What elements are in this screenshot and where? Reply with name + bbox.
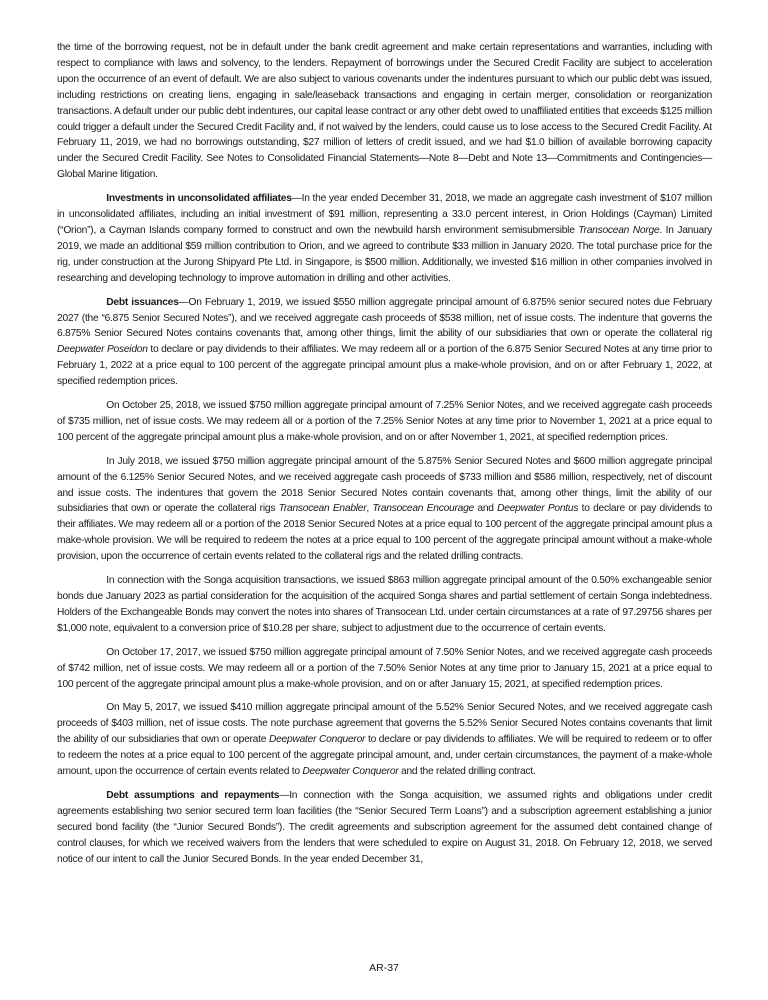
paragraph-senior-notes-7-25	[57, 398, 712, 446]
paragraph-heading: Investments in unconsolidated affiliates	[106, 193, 292, 205]
paragraph-text: to declare or pay dividends to affiliates. We will be required to redeem or to offer to redeem the notes at a price equal to 100 percent of the aggregate principal amount, and, under certain circumstances, the payment of a make-whole amount, upon the occurrence of certain events related to	[57, 734, 713, 778]
rig-name: Transocean Norge	[578, 224, 660, 236]
paragraph-exchangeable-bonds	[57, 573, 712, 637]
paragraph-text: In connection with the Songa acquisition transactions, we issued $863 million aggregate principal amount of the 0.50% exchangeable senior bonds due January 2023 as partial consideration for the acquisition of the acquired Songa shares and partial settlement of certain Songa indebtedness. Holders of the Exchangeable Bonds may convert the notes into shares of Transocean Ltd. under certain circumstances at a rate of 97.29756 shares per $1,000 note, equivalent to a conversion price of $10.28 per share, subject to adjustment due to the occurrence of certain events.	[57, 575, 713, 634]
paragraph-debt-issuances	[57, 295, 712, 390]
paragraph-text: to declare or pay dividends to their affiliates. We may redeem all or a portion of the 6.875 Senior Secured Notes at any time prior to February 1, 2022 at a price equal to 100 percent of the aggregate principal amount plus a make-whole provision, and on or after February 1, 2022, at specified redemption prices.	[57, 344, 713, 388]
rig-name: Deepwater Conqueror	[302, 766, 399, 778]
paragraph-secured-credit-facility	[57, 40, 712, 183]
paragraph-debt-assumptions-repayments	[57, 788, 712, 868]
rig-name: Deepwater Poseidon	[57, 344, 148, 356]
paragraph-text: —In the year ended December 31, 2018, we made an aggregate cash investment of $107 million in unconsolidated affiliates, including an initial investment of $91 million, representing a 33.0 percent interest, in Orion Holdings (Cayman) Limited (“Orion”), a Cayman Islands company formed to construct and own the newbuild harsh environment semisubmersible	[57, 193, 713, 236]
page-number: AR-37	[369, 962, 399, 974]
document-page	[57, 40, 712, 876]
paragraph-text: . In January 2019, we made an additional $59 million contribution to Orion, and we agreed to contribute $33 million in January 2020. The total purchase price for the rig, under construction at the Jurong Shipyard Pte Ltd. in Singapore, is $500 million. Additionally, we invested $16 million in other companies involved in researching and developing technology to improve automation in drilling and other activities.	[57, 224, 713, 284]
paragraph-text: to declare or pay dividends to their affiliates. We may redeem all or a portion of the 2018 Senior Secured Notes at a price equal to 100 percent of the aggregate principal amount plus a make-whole provision. We will be required to redeem the notes at a price equal to 100 percent of the aggregate principal amount without a make-whole provision, upon the occurrence of certain events related to the collateral rigs and the related drilling contracts.	[57, 503, 713, 563]
paragraph-text: and	[473, 503, 498, 515]
paragraph-senior-notes-7-50	[57, 645, 712, 693]
paragraph-senior-secured-notes-2018	[57, 454, 712, 565]
rig-name: Deepwater Conqueror	[268, 734, 366, 746]
paragraph-heading: Debt issuances	[106, 296, 179, 308]
paragraph-senior-secured-notes-5-52	[57, 700, 712, 780]
paragraph-text: the time of the borrowing request, not be in default under the bank credit agreement and make certain representations and warranties, including with respect to compliance with laws and solvency, to the lenders. Repayment of borrowings under the Secured Credit Facility are subject to acceleration upon the occurrence of an event of default. We are also subject to various covenants under the indentures pursuant to which our public debt was issued, including restrictions on creating liens, engaging in sale/leaseback transactions and engaging in certain merger, consolidation or reorganization transactions. A default under our public debt indentures, our capital lease contract or any other debt owed to unaffiliated entities that exceeds $125 million could trigger a default under the Secured Credit Facility and, if not waived by the lenders, could cause us to lose access to the Secured Credit Facility. At February 11, 2019, we had no borrowings outstanding, $27 million of letters of credit issued, and we had $1.0 billion of available borrowing capacity under the Secured Credit Facility. See Notes to Consolidated Financial Statements—Note 8—Debt and Note 13—Commitments and Contingencies—Global Marine litigation.	[57, 42, 713, 181]
rig-name: Transocean Encourage	[372, 503, 474, 515]
paragraph-text: On October 25, 2018, we issued $750 million aggregate principal amount of 7.25% Senior Notes, and we received aggregate cash proceeds of $735 million, net of issue costs. We may redeem all or a portion of the 7.25% Senior Notes at any time prior to November 1, 2021 at a price equal to 100 percent of the aggregate principal amount plus a make-whole provision, and on or after November 1, 2021, at specified redemption prices.	[57, 400, 713, 443]
paragraph-text: ,	[366, 503, 373, 515]
rig-name: Transocean Enabler	[278, 503, 367, 515]
paragraph-text: On October 17, 2017, we issued $750 million aggregate principal amount of 7.50% Senior Notes, and we received aggregate cash proceeds of $742 million, net of issue costs. We may redeem all or a portion of the 7.50% Senior Notes at any time prior to January 15, 2021 at a price equal to 100 percent of the aggregate principal amount plus a make-whole provision, and on or after January 15, 2021, at specified redemption prices.	[57, 646, 713, 690]
paragraph-investments-unconsolidated-affiliates	[57, 191, 712, 286]
paragraph-text: —On February 1, 2019, we issued $550 million aggregate principal amount of 6.875% senior secured notes due February 2027 (the “6.875 Senior Secured Notes”), and we received aggregate cash proceeds of $538 million, net of issue costs. The indenture that governs the 6.875% Senior Secured Notes contains covenants that, among other things, limit the ability of our subsidiaries that own or operate the collateral rig	[57, 296, 713, 340]
paragraph-text: —In connection with the Songa acquisition, we assumed rights and obligations under credit agreements establishing two senior secured term loan facilities (the “Senior Secured Term Loans”) and a subscription agreement establishing a junior secured bond facility (the “Junior Secured Bonds”). The credit agreements and subscription agreement for the assumed debt contained change of control clauses, for which we received waivers from the lenders that were scheduled to expire on August 31, 2018. On February 12, 2018, we served notice of our intent to call the Junior Secured Bonds. In the year ended December 31,	[57, 789, 713, 865]
paragraph-heading: Debt assumptions and repayments	[106, 789, 280, 801]
paragraph-text: On May 5, 2017, we issued $410 million aggregate principal amount of the 5.52% Senior Secured Notes, and we received aggregate cash proceeds of $403 million, net of issue costs. The note purchase agreement that governs the 5.52% Senior Secured Notes contains covenants that limit the ability of our subsidiaries that own or operate	[57, 702, 713, 746]
rig-name: Deepwater Pontus	[497, 503, 579, 515]
paragraph-text: and the related drilling contract.	[398, 766, 536, 778]
paragraph-text: In July 2018, we issued $750 million aggregate principal amount of the 5.875% Senior Secured Notes and $600 million aggregate principal amount of the 6.125% Senior Secured Notes, and we received aggregate cash proceeds of $733 million and $586 million, respectively, net of discount and issue costs. The indentures that govern the 2018 Senior Secured Notes contain covenants that, among other things, limit the ability of our subsidiaries that own or operate the collateral rigs	[57, 455, 713, 515]
